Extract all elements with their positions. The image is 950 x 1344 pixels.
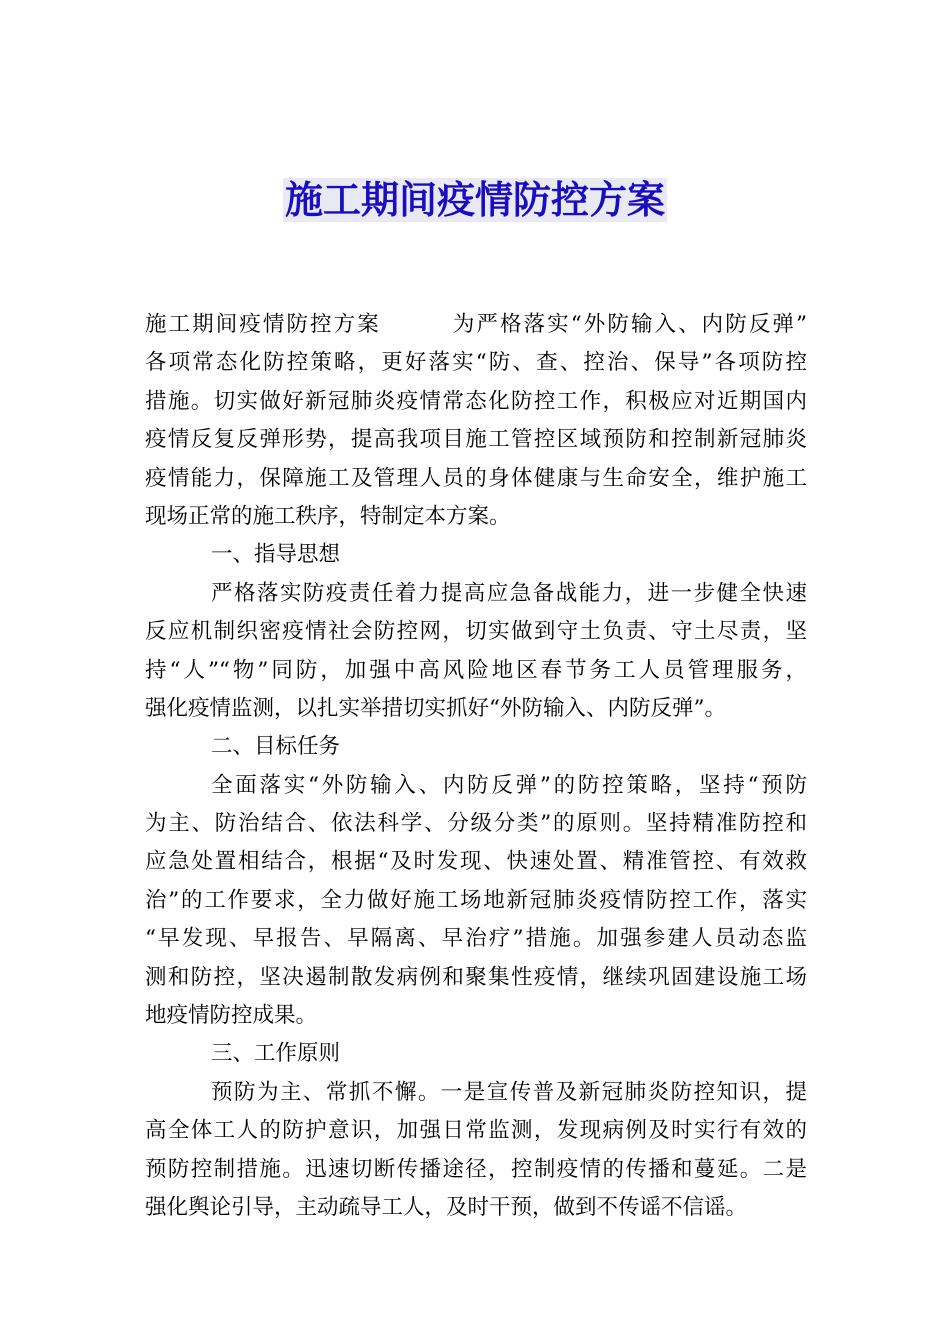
paragraph-line: “早发现、早报告、早隔离、早治疗”措施。加强参建人员动态监 — [145, 926, 807, 952]
document-title-text: 施工期间疫情防控方案 — [284, 178, 665, 222]
paragraph-line: 疫情能力，保障施工及管理人员的身体健康与生命安全，维护施工 — [145, 465, 807, 491]
paragraph-line: 强化舆论引导，主动疏导工人，及时干预，做到不传谣不信谣。 — [145, 1194, 748, 1220]
section-heading: 三、工作原则 — [211, 1041, 341, 1067]
paragraph-line: 强化疫情监测，以扎实举措切实抓好“外防输入、内防反弹”。 — [145, 695, 726, 721]
paragraph-line: 现场正常的施工秩序，特制定本方案。 — [145, 503, 511, 529]
paragraph-line: 测和防控，坚决遏制散发病例和聚集性疫情，继续巩固建设施工场 — [145, 964, 807, 990]
document-body — [145, 306, 807, 1227]
paragraph-line: 地疫情防控成果。 — [145, 1003, 318, 1029]
document-title — [0, 176, 950, 224]
section-heading: 二、目标任务 — [211, 734, 341, 760]
paragraph-line: 疫情反复反弹形势，提高我项目施工管控区域预防和控制新冠肺炎 — [145, 427, 807, 453]
paragraph-line: 高全体工人的防护意识，加强日常监测，发现病例及时实行有效的 — [145, 1118, 807, 1144]
paragraph-line: 预防控制措施。迅速切断传播途径，控制疫情的传播和蔓延。二是 — [145, 1156, 807, 1182]
paragraph-line: 各项常态化防控策略，更好落实“防、查、控治、保导”各项防控 — [145, 350, 807, 376]
paragraph-line: 全面落实“外防输入、内防反弹”的防控策略，坚持“预防 — [211, 772, 807, 798]
document-name-inline: 施工期间疫情防控方案 — [145, 312, 381, 337]
paragraph-line: 治”的工作要求，全力做好施工场地新冠肺炎疫情防控工作，落实 — [145, 887, 807, 913]
paragraph-line: 为主、防治结合、依法科学、分级分类”的原则。坚持精准防控和 — [145, 811, 807, 837]
paragraph-line: 严格落实防疫责任着力提高应急备战能力，进一步健全快速 — [211, 580, 807, 606]
paragraph-line: 措施。切实做好新冠肺炎疫情常态化防控工作，积极应对近期国内 — [145, 388, 807, 414]
paragraph-line: 应急处置相结合，根据“及时发现、快速处置、精准管控、有效救 — [145, 849, 807, 875]
paragraph-line: 预防为主、常抓不懈。一是宣传普及新冠肺炎防控知识，提 — [211, 1079, 807, 1105]
paragraph-line: 持“人”“物”同防，加强中高风险地区春节务工人员管理服务， — [145, 657, 807, 683]
section-heading: 一、指导思想 — [211, 542, 341, 568]
paragraph-line: 反应机制织密疫情社会防控网，切实做到守土负责、守土尽责，坚 — [145, 619, 807, 645]
intro-lead: 为严格落实“外防输入、内防反弹” — [450, 312, 807, 337]
paragraph-line — [145, 306, 807, 344]
